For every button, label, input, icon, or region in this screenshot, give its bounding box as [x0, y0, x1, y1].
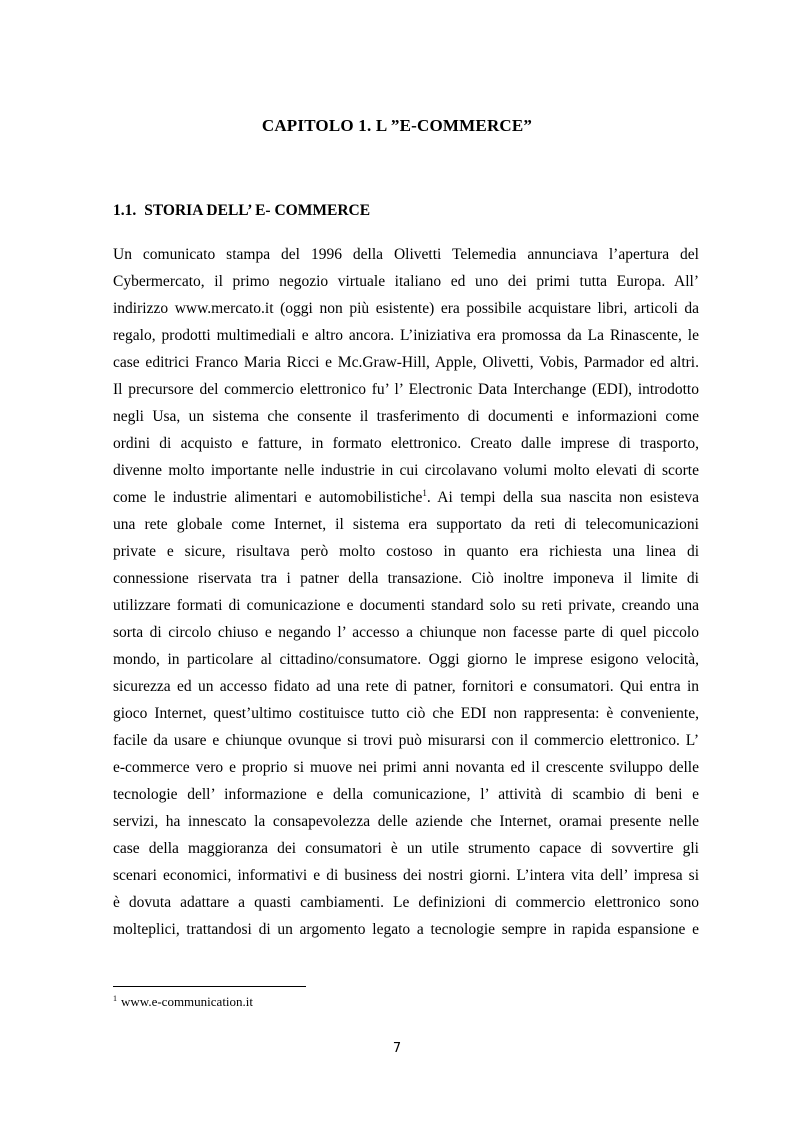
body-line: Il precursore del commercio elettronico fu’ l’ Electronic Data Interchange (EDI), introdotto	[113, 381, 699, 398]
body-line-with-footnote	[113, 484, 699, 511]
body-line: regalo, prodotti multimediali e altro ancora. L’iniziativa era promossa da La Rinascente, le	[113, 327, 699, 344]
body-line: case della maggioranza dei consumatori è un utile strumento capace di sovvertire gli	[113, 840, 699, 857]
footnote-reference[interactable]: 1	[422, 488, 427, 498]
body-line: una rete globale come Internet, il sistema era supportato da reti di telecomunicazioni	[113, 516, 699, 533]
body-line: servizi, ha innescato la consapevolezza delle aziende che Internet, oramai presente nelle	[113, 813, 699, 830]
body-line: è dovuta adattare a quasti cambiamenti. Le definizioni di commercio elettronico sono	[113, 894, 699, 911]
body-line: private e sicure, risultava però molto costoso in quanto era richiesta una linea di	[113, 543, 699, 560]
body-line: utilizzare formati di comunicazione e documenti standard solo su reti private, creando una	[113, 597, 699, 614]
page-number: 7	[392, 1041, 402, 1056]
body-line-tail: . Ai tempi della sua nascita non esisteva	[426, 489, 699, 506]
section-number: 1.1.	[113, 202, 137, 219]
body-line: tecnologie dell’ informazione e della comunicazione, l’ attività di scambio di beni e	[113, 786, 699, 803]
body-line: sorta di circolo chiuso e negando l’ accesso a chiunque non facesse parte di quel piccolo	[113, 624, 699, 641]
body-line-head: come le industrie alimentari e automobilistiche	[113, 489, 423, 506]
footnote	[113, 994, 253, 1010]
body-line: ordini di acquisto e fatture, in formato elettronico. Creato dalle imprese di trasporto,	[113, 435, 699, 452]
body-line: molteplici, trattandosi di un argomento legato a tecnologie sempre in rapida espansione e	[113, 921, 699, 938]
section-heading	[113, 202, 370, 220]
body-line: Cybermercato, il primo negozio virtuale italiano ed uno dei primi tutta Europa. All’	[113, 273, 699, 290]
footnote-text: www.e-communication.it	[121, 994, 254, 1009]
body-line: connessione riservata tra i patner della transazione. Ciò inoltre imponeva il limite di	[113, 570, 699, 587]
body-paragraph	[113, 241, 699, 943]
body-line: e-commerce vero e proprio si muove nei primi anni novanta ed il crescente sviluppo delle	[113, 759, 699, 776]
body-line: gioco Internet, quest’ultimo costituisce tutto ciò che EDI non rappresenta: è conveniente,	[113, 705, 699, 722]
body-line: Un comunicato stampa del 1996 della Olivetti Telemedia annunciava l’apertura del	[113, 246, 699, 263]
body-line: sicurezza ed un accesso fidato ad una rete di patner, fornitori e consumatori. Qui entra in	[113, 678, 699, 695]
body-line: mondo, in particolare al cittadino/consumatore. Oggi giorno le imprese esigono velocità,	[113, 651, 699, 668]
body-line: facile da usare e chiunque ovunque si trovi può misurarsi con il commercio elettronico. L’	[113, 732, 699, 749]
body-line: indirizzo www.mercato.it (oggi non più esistente) era possibile acquistare libri, articoli da	[113, 300, 699, 317]
footnote-marker: 1	[113, 994, 117, 1003]
footnote-divider	[113, 986, 306, 987]
body-line: divenne molto importante nelle industrie in cui circolavano volumi molto elevati di scorte	[113, 462, 699, 479]
body-line: scenari economici, informativi e di business dei nostri giorni. L’intera vita dell’ impresa si	[113, 867, 699, 884]
body-line: case editrici Franco Maria Ricci e Mc.Graw-Hill, Apple, Olivetti, Vobis, Parmador ed altri.	[113, 354, 699, 371]
body-line: negli Usa, un sistema che consente il trasferimento di documenti e informazioni come	[113, 408, 699, 425]
section-title: STORIA DELL’ E- COMMERCE	[144, 202, 371, 219]
chapter-title: CAPITOLO 1. L ”E-COMMERCE”	[261, 116, 533, 135]
